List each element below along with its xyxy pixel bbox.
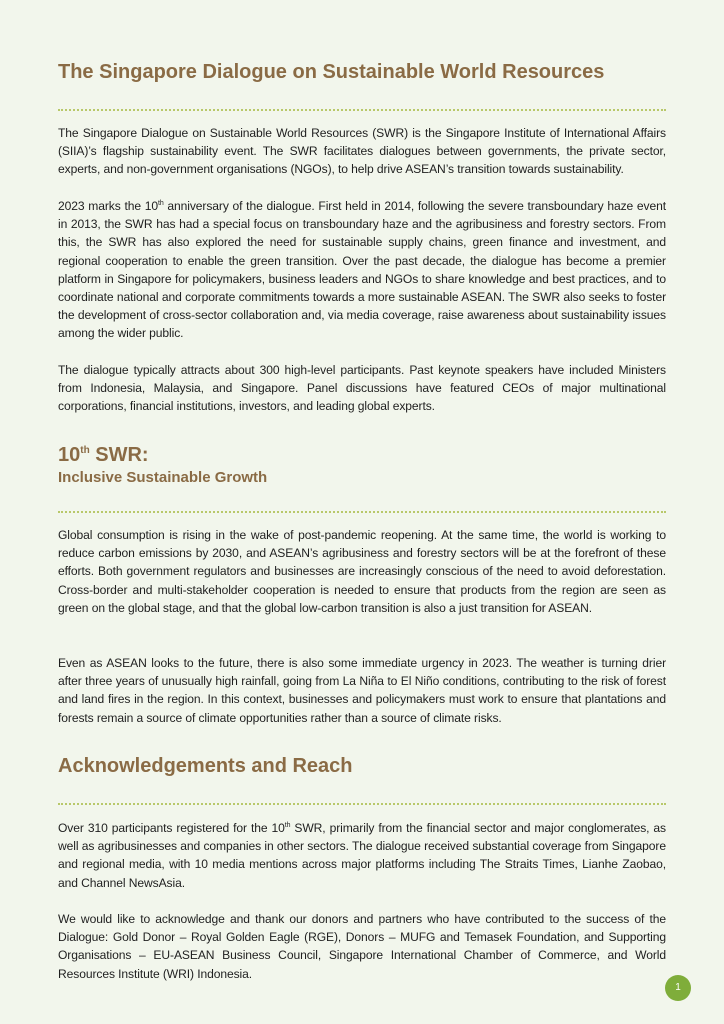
paragraph: Global consumption is rising in the wake of post-pandemic reopening. At the same time, the world is working to reduce carbon emissions by 2030, and ASEAN’s agribusiness and forestry sectors will be at the forefront of these efforts. Both government regulators and businesses are increasingly conscious of the need to avoid deforestation. Cross-border and multi-stakeholder cooperation is needed to ensure that products from the region are seen as green on the global stage, and that the global low-carbon transition is also a just transition for ASEAN. <box>58 528 666 615</box>
section-divider <box>58 803 666 805</box>
paragraph: The Singapore Dialogue on Sustainable World Resources (SWR) is the Singapore Institute of International Affairs (SIIA)’s flagship sustainability event. The SWR facilitates dialogues between governments, the private sector, experts, and non-government organisations (NGOs), to help drive ASEAN’s transition towards sustainability. <box>58 126 666 177</box>
section-title-acknowledgements: Acknowledgements and Reach <box>58 755 353 777</box>
section-subtitle: Inclusive Sustainable Growth <box>58 469 268 486</box>
section-divider <box>58 511 666 513</box>
paragraph: 2023 marks the 10th anniversary of the dialogue. First held in 2014, following the severe transboundary haze event in 2013, the SWR has had a special focus on transboundary haze and the agribusiness and forestry sectors. From this, the SWR has also explored the need for sustainable supply chains, green finance and investment, and regional cooperation to enable the green transition. Over the past decade, the dialogue has become a premier platform in Singapore for policymakers, business leaders and NGOs to share knowledge and best practices, and to coordinate national and corporate commitments towards a more sustainable ASEAN. The SWR also seeks to foster the development of cross-sector collaboration and, via media coverage, raise awareness about sustainability issues among the wider public. <box>58 199 666 341</box>
section-title-swr: The Singapore Dialogue on Sustainable World Resources <box>58 61 605 83</box>
paragraph: The dialogue typically attracts about 300 high-level participants. Past keynote speakers have included Ministers from Indonesia, Malaysia, and Singapore. Panel discussions have featured CEOs of major multinational corporations, financial institutions, investors, and leading global experts. <box>58 363 666 414</box>
paragraph: Over 310 participants registered for the 10th SWR, primarily from the financial sector and major conglomerates, as well as agribusinesses and companies in other sectors. The dialogue received substantial coverage from Singapore and regional media, with 10 media mentions across major platforms including The Straits Times, Lianhe Zaobao, and Channel NewsAsia. <box>58 821 666 890</box>
section-title-10th-swr: 10th SWR: <box>58 444 149 466</box>
paragraph: We would like to acknowledge and thank our donors and partners who have contributed to the success of the Dialogue: Gold Donor – Royal Golden Eagle (RGE), Donors – MUFG and Temasek Foundation, and Supporting Organisations – EU-ASEAN Business Council, Singapore International Chamber of Commerce, and World Resources Institute (WRI) Indonesia. <box>58 912 666 981</box>
section-divider <box>58 109 666 111</box>
page-number-badge: 1 <box>665 975 691 1001</box>
paragraph: Even as ASEAN looks to the future, there is also some immediate urgency in 2023. The weather is turning drier after three years of unusually high rainfall, going from La Niña to El Niño conditions, contributing to the risk of forest and land fires in the region. In this context, businesses and policymakers must work to ensure that plantations and forests remain a source of climate opportunities rather than a source of climate risks. <box>58 656 666 725</box>
